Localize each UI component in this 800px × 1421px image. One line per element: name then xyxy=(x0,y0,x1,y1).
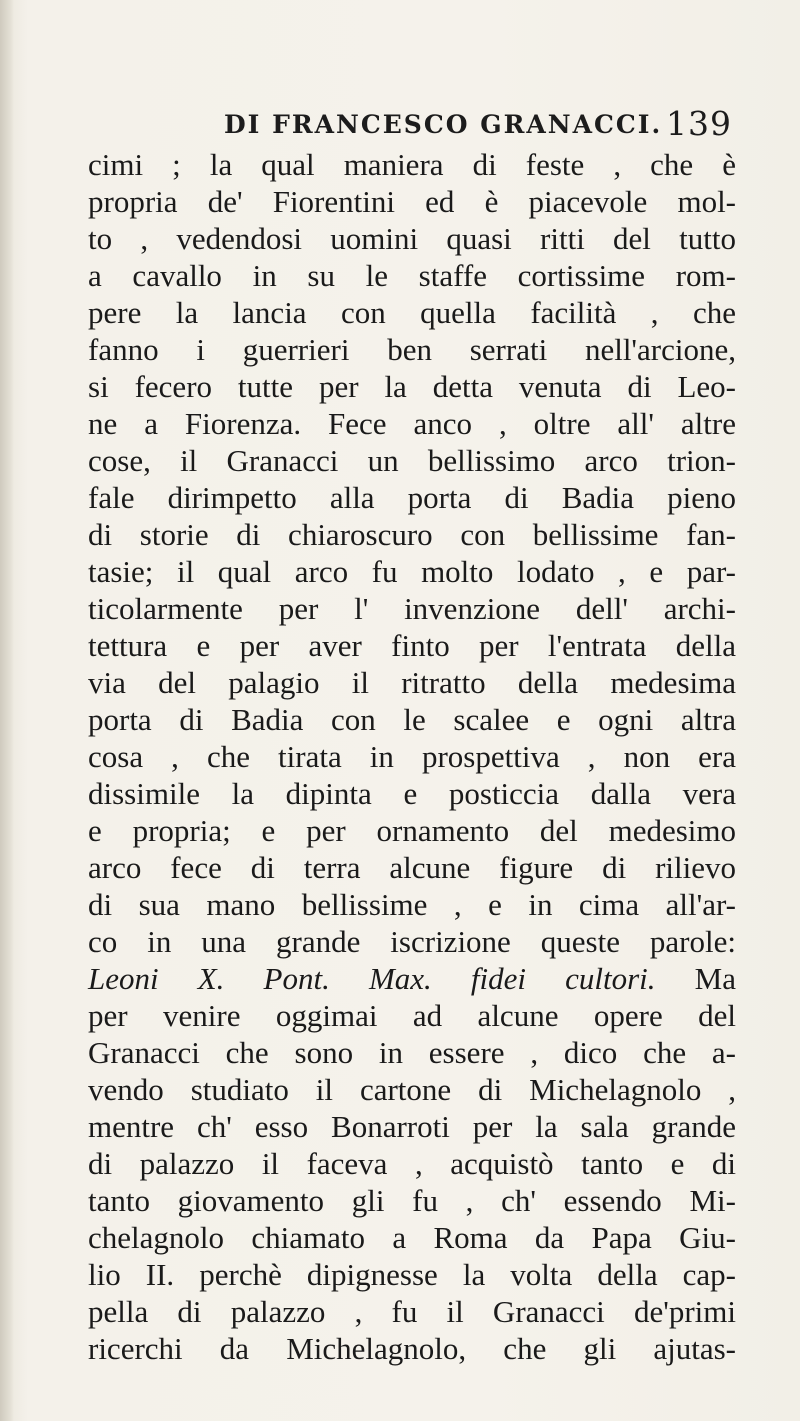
text-line: vendo studiato il cartone di Michelagnolo , xyxy=(88,1072,736,1107)
inscription-word: X. xyxy=(197,961,225,996)
text-line: ne a Fiorenza. Fece anco , oltre all' altre xyxy=(88,406,736,441)
text-line: per venire oggimai ad alcune opere del xyxy=(88,998,736,1033)
page-number: 139 xyxy=(666,104,732,143)
text-line: fanno i guerrieri ben serrati nell'arcione, xyxy=(88,332,736,367)
inscription-word: Leoni xyxy=(88,961,159,996)
page-header xyxy=(224,104,744,148)
inscription-word: cultori. xyxy=(565,961,656,996)
inscription-trailing-word: Ma xyxy=(694,961,736,996)
text-line: chelagnolo chiamato a Roma da Papa Giu- xyxy=(88,1220,736,1255)
text-line: ricerchi da Michelagnolo, che gli ajutas- xyxy=(88,1331,736,1366)
text-line: propria de' Fiorentini ed è piacevole mol- xyxy=(88,184,736,219)
text-line: tettura e per aver finto per l'entrata della xyxy=(88,628,736,663)
text-line: via del palagio il ritratto della medesima xyxy=(88,665,736,700)
running-head: DI FRANCESCO GRANACCI. xyxy=(224,110,663,139)
text-line: co in una grande iscrizione queste parole: xyxy=(88,924,736,959)
text-line: pere la lancia con quella facilità , che xyxy=(88,295,736,330)
text-line: di storie di chiaroscuro con bellissime fan- xyxy=(88,517,736,552)
inscription-word: Max. xyxy=(368,961,432,996)
text-line: to , vedendosi uomini quasi ritti del tutto xyxy=(88,221,736,256)
text-line: cose, il Granacci un bellissimo arco trion- xyxy=(88,443,736,478)
text-line: lio II. perchè dipignesse la volta della cap- xyxy=(88,1257,736,1292)
text-line: pella di palazzo , fu il Granacci de'primi xyxy=(88,1294,736,1329)
text-line: Granacci che sono in essere , dico che a- xyxy=(88,1035,736,1070)
text-line: di palazzo il faceva , acquistò tanto e di xyxy=(88,1146,736,1181)
text-line: porta di Badia con le scalee e ogni altra xyxy=(88,702,736,737)
text-line: fale dirimpetto alla porta di Badia pieno xyxy=(88,480,736,515)
text-line: a cavallo in su le staffe cortissime rom- xyxy=(88,258,736,293)
inscription-word: fidei xyxy=(470,961,527,996)
text-line: cosa , che tirata in prospettiva , non era xyxy=(88,739,736,774)
text-line: tasie; il qual arco fu molto lodato , e par- xyxy=(88,554,736,589)
inscription-line xyxy=(88,960,736,997)
text-line: e propria; e per ornamento del medesimo xyxy=(88,813,736,848)
text-line: si fecero tutte per la detta venuta di Leo- xyxy=(88,369,736,404)
text-line: tanto giovamento gli fu , ch' essendo Mi- xyxy=(88,1183,736,1218)
text-line: mentre ch' esso Bonarroti per la sala grande xyxy=(88,1109,736,1144)
inscription-word: Pont. xyxy=(263,961,330,996)
text-line: cimi ; la qual maniera di feste , che è xyxy=(88,147,736,182)
text-line: ticolarmente per l' invenzione dell' archi- xyxy=(88,591,736,626)
body-text xyxy=(88,146,736,1367)
text-line: di sua mano bellissime , e in cima all'ar- xyxy=(88,887,736,922)
text-line: dissimile la dipinta e posticcia dalla vera xyxy=(88,776,736,811)
page-gutter xyxy=(0,0,14,1421)
text-line: arco fece di terra alcune figure di rilievo xyxy=(88,850,736,885)
